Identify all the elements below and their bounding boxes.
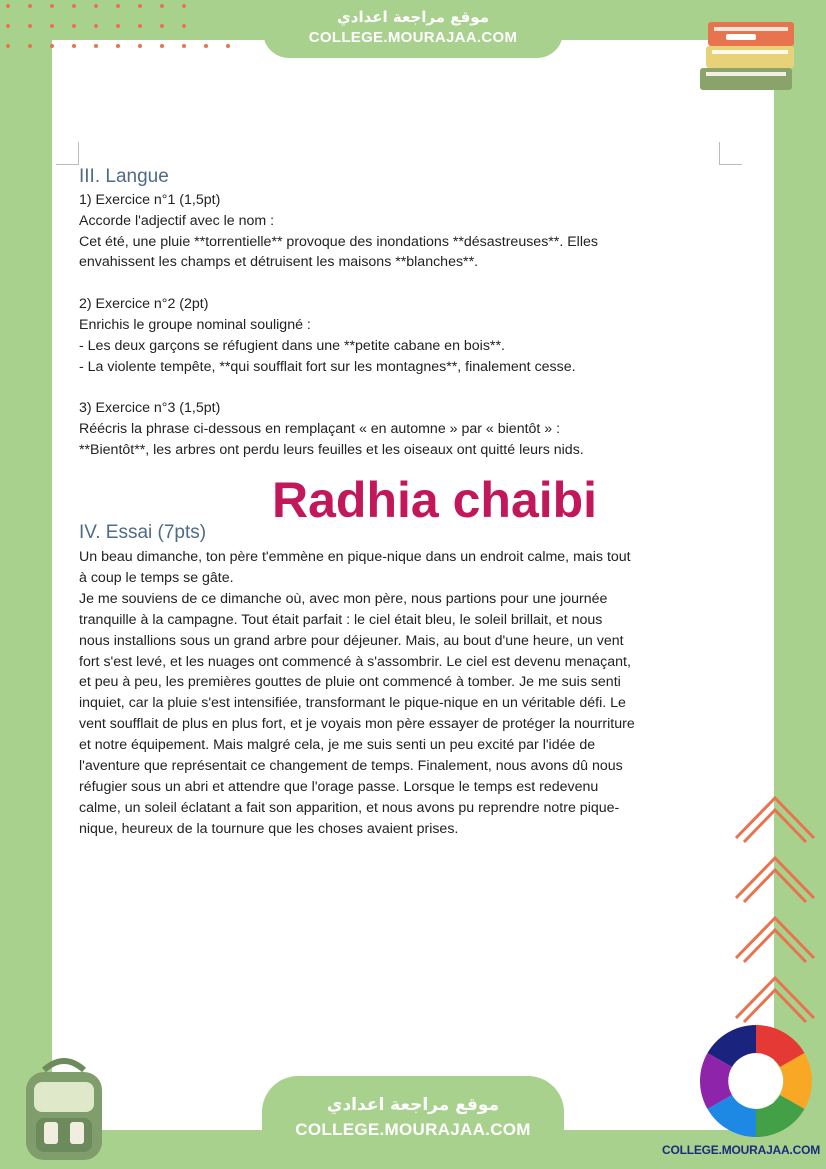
subjects-wheel-logo [694,1022,818,1140]
essai-line: et peu à peu, les premières gouttes de pluie ont commencé à tomber. Je me suis senti [79,674,621,691]
stacked-books-icon [696,10,804,96]
essai-line: inquiet, car la pluie s'est intensifiée, transformant le pique-nique en un véritable défi. Le [79,695,626,712]
essai-line: fort s'est levé, et les nuages ont commencé à s'assombrir. Le ciel est devenu menaçant, [79,653,631,670]
langue-section [79,164,739,461]
exercise-1-title: 1) Exercice n°1 (1,5pt) [79,192,221,208]
top-site-banner [263,6,563,58]
exercise-3-title: 3) Exercice n°3 (1,5pt) [79,400,221,417]
chevron-up-icon [730,790,820,1040]
essai-line: Un beau dimanche, ton père t'emmène en pique-nique dans un endroit calme, mais tout [79,549,631,565]
essai-title: IV. Essai (7pts) [79,522,207,543]
bottom-site-banner [262,1076,564,1169]
exercise-1-line: Cet été, une pluie **torrentielle** provoque des inondations **désastreuses**. Elles [79,233,598,250]
backpack-icon [14,1052,114,1164]
exercise-2-title: 2) Exercice n°2 (2pt) [79,296,209,313]
essai-line: nous installions sous un grand arbre pour déjeuner. Mais, au bout d'une heure, un vent [79,632,624,649]
essai-line: vent soufflait de plus en plus fort, et je voyais mon père essayer de protéger la nourriture [79,716,635,733]
exercise-2-line: - Les deux garçons se réfugient dans une **petite cabane en bois**. [79,337,505,354]
exercise-2-line: Enrichis le groupe nominal souligné : [79,316,311,333]
exercise-1-line: envahissent les champs et détruisent les maisons **blanches**. [79,254,479,271]
crop-mark-left [56,142,79,165]
essai-line: à coup le temps se gâte. [79,569,234,586]
essai-line: tranquille à la campagne. Tout était parfait : le ciel était bleu, le soleil brillait, et nous [79,611,603,628]
logo-caption: COLLEGE.MOURAJAA.COM [662,1143,821,1157]
essai-line: l'aventure que représentait ce changement de temps. Finalement, nous avons dû nous [79,758,623,775]
site-domain[interactable]: COLLEGE.MOURAJAA.COM [295,1120,531,1139]
essai-text [79,547,739,840]
essai-line: calme, un soleil éclatant a fait son apparition, et nous avons pu reprendre notre pique- [79,799,620,816]
essai-line: réfugier sous un abri et attendre que l'orage passe. Lorsque le temps est redevenu [79,778,599,795]
exercise-2-line: - La violente tempête, **qui soufflait fort sur les montagnes**, finalement cesse. [79,358,576,375]
author-watermark: Radhia chaibi [272,472,598,528]
langue-title: III. Langue [79,166,169,187]
dot-pattern [0,0,260,60]
exercise-3-line: Réécris la phrase ci-dessous en remplaçant « en automne » par « bientôt » : [79,421,561,438]
site-arabic-name: موقع مراجعة اعدادي [326,1095,500,1115]
site-domain[interactable]: COLLEGE.MOURAJAA.COM [308,29,518,46]
essai-line: et notre équipement. Mais malgré cela, je me suis senti un peu excité par l'idée de [79,737,596,754]
essai-line: nique, heureux de la tournure que les choses avaient prises. [79,820,459,837]
essai-line: Je me souviens de ce dimanche où, avec mon père, nous partions pour une journée [79,590,608,607]
crop-mark-right [719,142,742,165]
exercise-1-line: Accorde l'adjectif avec le nom : [79,212,275,229]
site-arabic-name: موقع مراجعة اعدادي [337,8,489,26]
exercise-3-line: **Bientôt**, les arbres ont perdu leurs feuilles et les oiseaux ont quitté leurs nids. [79,441,584,458]
